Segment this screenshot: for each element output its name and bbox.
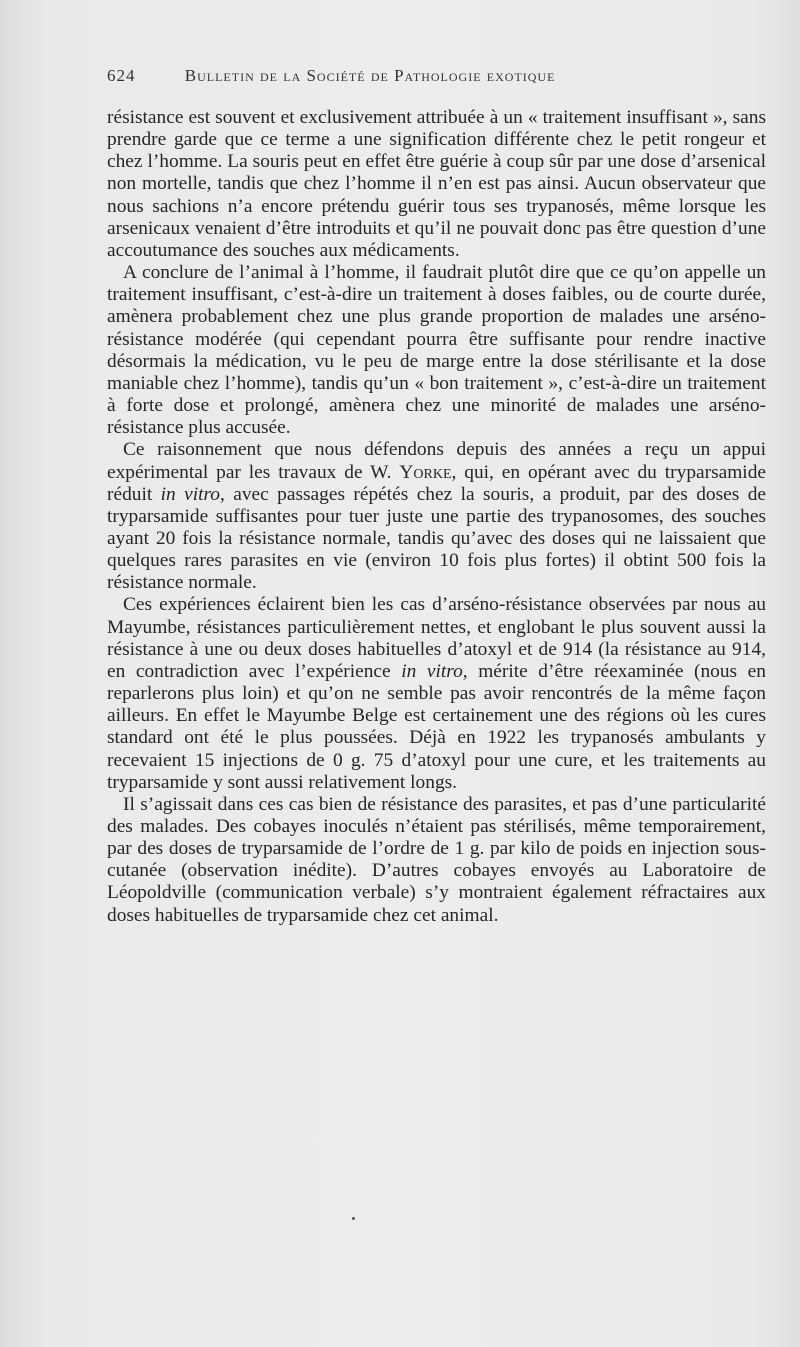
journal-title: Bulletin de la Société de Pathologie exotique xyxy=(184,66,556,85)
page-number: 624 xyxy=(107,66,136,85)
paragraph xyxy=(107,107,766,262)
text-segment: , avec passages répétés chez la souris, a produit, par des doses de tryparsamide suffisantes pour tuer juste une partie des trypanosomes, des souches ayant 20 fois la résistance normale, tandis qu’avec des doses qui ne laissaient que quelques rares parasites en vie (environ 10 fois plus fortes) il obtint 500 fois la résistance normale. xyxy=(107,483,767,594)
text-segment: Ce raisonnement que nous défendons depuis des années a reçu un appui expérimental par les travaux de W. xyxy=(107,439,766,483)
body-text xyxy=(107,107,766,927)
author-name: Yorke xyxy=(399,461,452,483)
paragraph xyxy=(107,439,766,594)
italic-text: in vitro xyxy=(401,660,463,682)
text-segment: résistance est souvent et exclusivement attribuée à un « traitement insuffisant », sans prendre garde que ce terme a une signification différente chez le petit rongeur et chez l’homme. La souris peut en effet être guérie à coup sûr par une dose d’arsenical non mortelle, tandis que chez l’homme il n’en est pas ainsi. Aucun observateur que nous sachions n’a encore prétendu guérir tous ses trypanosés, même lorsque les arsenicaux venaient d’être introduits et qu’il ne pouvait donc pas être question d’une accoutumance des souches aux médicaments. xyxy=(107,107,766,261)
paragraph xyxy=(107,594,766,793)
paragraph xyxy=(107,262,766,439)
text-segment: Il s’agissait dans ces cas bien de résistance des parasites, et pas d’une particularité des malades. Des cobayes inoculés n’étaient pas stérilisés, même temporairement, par des doses de tryparsamide de l’ordre de 1 g. par kilo de poids en injection sous-cutanée (observation inédite). D’autres cobayes envoyés au Laboratoire de Léopoldville (communication verbale) s’y montraient également réfractaires aux doses habituelles de tryparsamide chez cet animal. xyxy=(107,793,766,926)
text-segment: A conclure de l’animal à l’homme, il faudrait plutôt dire que ce qu’on appelle un traitement insuffisant, c’est-à-dire un traitement à doses faibles, ou de courte durée, amènera probablement chez une plus grande proportion de malades une arséno-résistance modérée (qui cependant pourra être suffisante pour rendre inactive désormais la médication, vu le peu de marge entre la dose stérilisante et la dose maniable chez l’homme), tandis qu’un « bon traitement », c’est-à-dire un traitement à forte dose et prolongé, amènera chez une minorité de malades une arséno-résistance plus accusée. xyxy=(107,262,766,439)
text-segment: Ces expériences éclairent bien les cas d’arséno-résistance observées par nous au Mayumbe, résistances particulièrement nettes, et englobant le plus souvent aussi la résistance à une ou deux doses habituelles d’atoxyl et de 914 (la résistance au 914, en contradiction avec l’expérience xyxy=(107,594,766,682)
italic-text: in vitro xyxy=(160,483,221,505)
page-speck xyxy=(352,1217,355,1220)
text-segment: , mérite d’être réexaminée (nous en reparlerons plus loin) et qu’on ne semble pas avoir rencontrés de la même façon ailleurs. En effet le Mayumbe Belge est certainement une des régions où les cures standard ont été le plus poussées. Déjà en 1922 les trypanosés ambulants y recevaient 15 injections de 0 g. 75 d’atoxyl pour une cure, et les traitements au tryparsamide y sont aussi relativement longs. xyxy=(107,660,766,793)
paragraph xyxy=(107,794,766,927)
text-segment: , qui, en opérant avec du tryparsamide réduit xyxy=(107,461,767,505)
running-header xyxy=(107,66,707,86)
